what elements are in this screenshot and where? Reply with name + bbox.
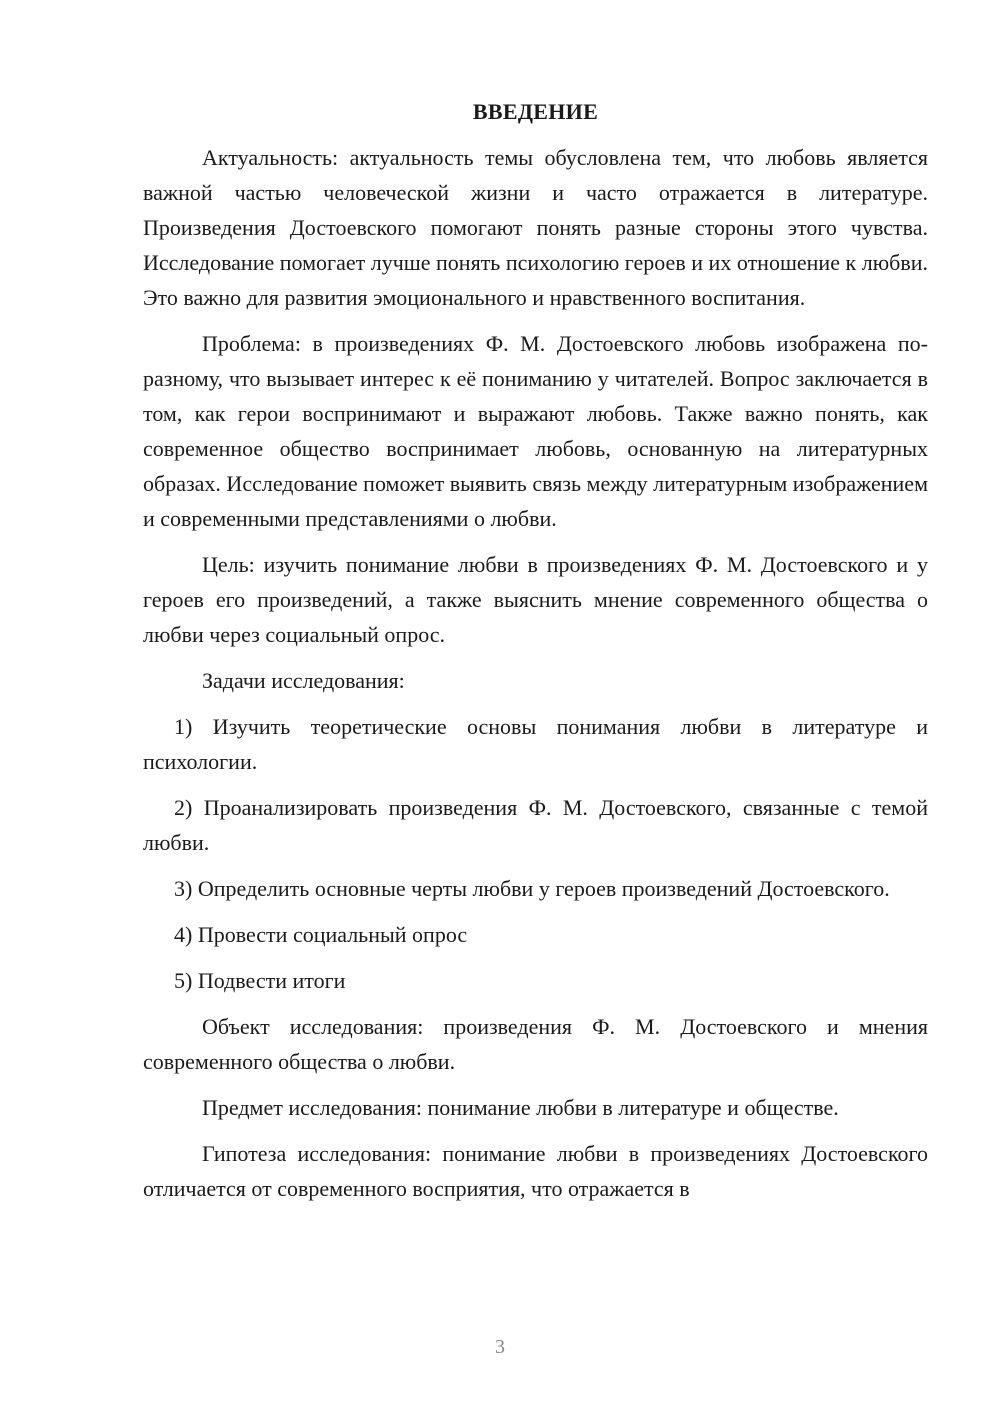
section-title: ВВЕДЕНИЕ (472, 99, 599, 124)
paragraph-tasks-heading: Задачи исследования: (202, 668, 405, 693)
paragraph-hypothesis: Гипотеза исследования: понимание любви в произведениях Достоевского отличается от современного восприятия, что отражается в (143, 1141, 928, 1201)
list-item-task-1: 1) Изучить теоретические основы понимания любви в литературе и психологии. (143, 714, 928, 774)
list-item-task-2: 2) Проанализировать произведения Ф. М. Достоевского, связанные с темой любви. (143, 795, 928, 855)
page-content (143, 94, 928, 1217)
list-item-task-5: 5) Подвести итоги (174, 968, 346, 993)
paragraph-goal: Цель: изучить понимание любви в произведениях Ф. М. Достоевского и у героев его произведений, а также выяснить мнение современного общества о любви через социальный опрос. (143, 552, 928, 647)
list-item-task-4: 4) Провести социальный опрос (174, 922, 468, 947)
list-item-task-3: 3) Определить основные черты любви у героев произведений Достоевского. (174, 876, 890, 901)
page-number: 3 (495, 1336, 505, 1358)
paragraph-subject: Предмет исследования: понимание любви в литературе и обществе. (202, 1095, 839, 1120)
paragraph-problem: Проблема: в произведениях Ф. М. Достоевского любовь изображена по-разному, что вызывает интерес к её пониманию у читателей. Вопрос заключается в том, как герои воспринимают и выражают любовь. Также важно понять, как современное общество воспринимает любовь, основанную на литературных образах. Исследование поможет выявить связь между литературным изображением и современными представлениями о любви. (143, 331, 928, 531)
paragraph-relevance: Актуальность: актуальность темы обусловлена тем, что любовь является важной частью человеческой жизни и часто отражается в литературе. Произведения Достоевского помогают понять разные стороны этого чувства. Исследование помогает лучше понять психологию героев и их отношение к любви. Это важно для развития эмоционального и нравственного воспитания. (143, 145, 928, 310)
paragraph-object: Объект исследования: произведения Ф. М. Достоевского и мнения современного общества о любви. (143, 1014, 928, 1074)
